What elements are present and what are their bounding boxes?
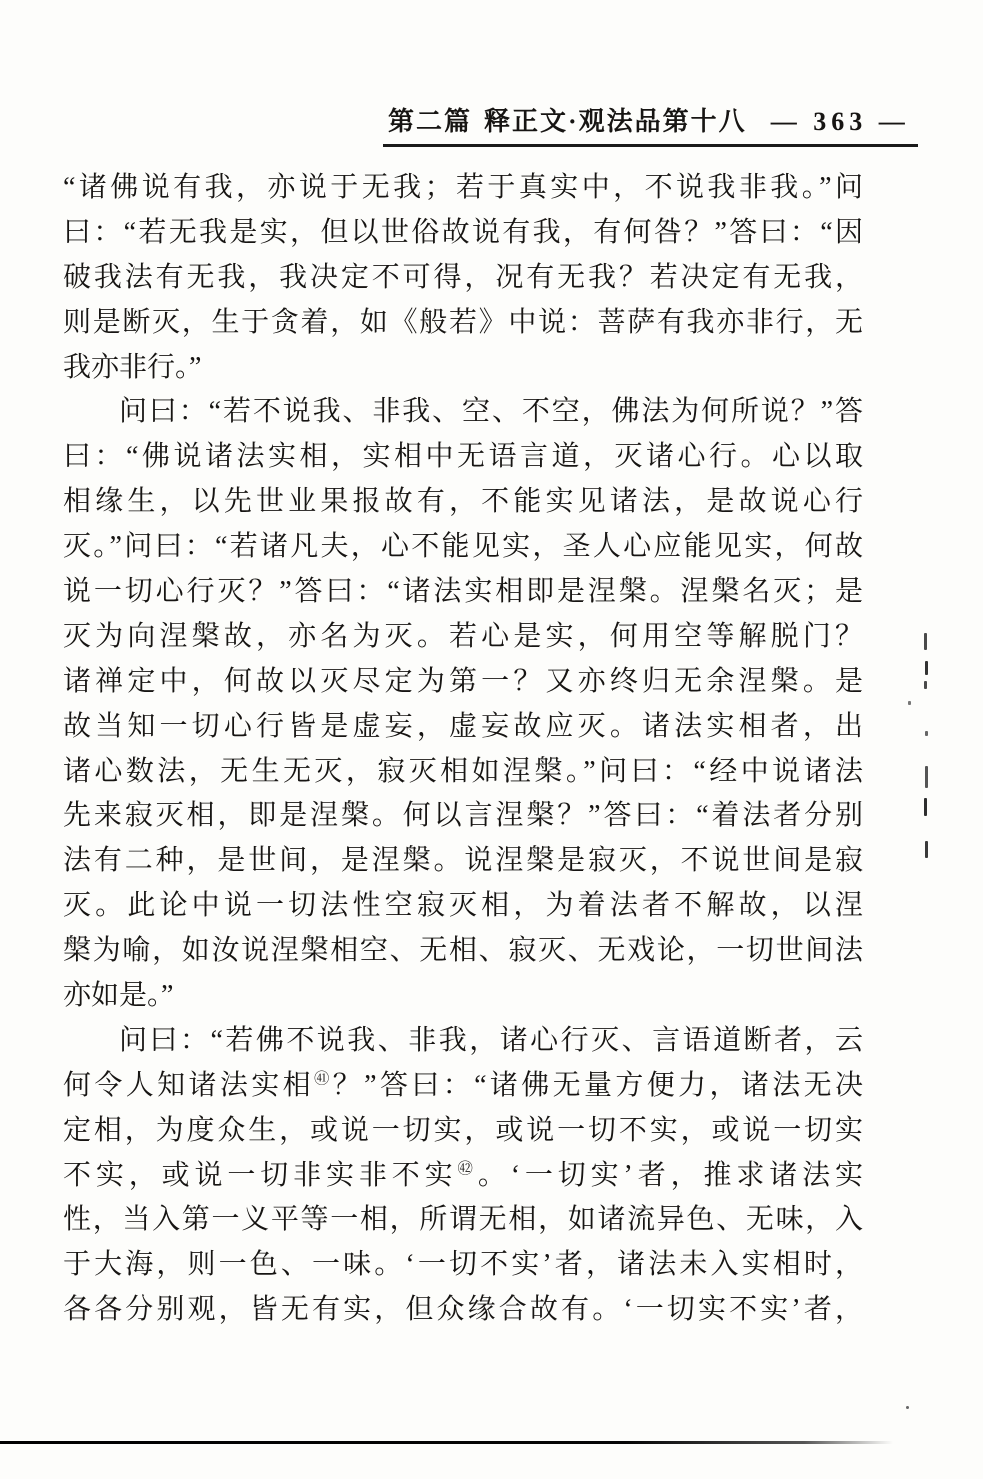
text-line: 不实，或说一切非实非不实$^㊷$。‘一切实’者，推求诸法实 (63, 1159, 863, 1191)
text-line: 先来寂灭相，即是涅槃。何以言涅槃？”答曰：“着法者分别 (63, 800, 863, 832)
page-body (63, 166, 863, 1333)
text-line: 法有二种，是世间，是涅槃。说涅槃是寂灭，不说世间是寂 (63, 845, 863, 877)
text-line: 性，当入第一义平等一相，所谓无相，如诸流异色、无味，入 (63, 1204, 863, 1236)
text-line: 问曰：“若佛不说我、非我，诸心行灭、言语道断者，云 (119, 1024, 863, 1056)
text-line: 曰：“若无我是实，但以世俗故说有我，有何咎？”答曰：“因 (63, 216, 863, 248)
text-line: 于大海，则一色、一味。‘一切不实’者，诸法未入实相时， (63, 1249, 863, 1281)
text-line: 何令人知诸法实相$^㊶$？”答曰：“诸佛无量方便力，诸法无决 (63, 1069, 863, 1101)
text-line: 槃为喻，如汝说涅槃相空、无相、寂灭、无戏论，一切世间法 (63, 935, 863, 967)
text-line: 故当知一切心行皆是虚妄，虚妄故应灭。诸法实相者，出 (63, 710, 863, 742)
section-label: 第二篇 (388, 107, 473, 136)
text-line: 则是断灭，生于贪着，如《般若》中说：菩萨有我亦非行，无 (63, 306, 863, 338)
chapter-title: 释正文·观法品第十八 (484, 107, 747, 136)
text-line: 灭。此论中说一切法性空寂灭相，为着法者不解故，以涅 (63, 890, 863, 922)
text-line: 亦如是。” (63, 980, 174, 1012)
text-line: 诸禅定中，何故以灭尽定为第一？又亦终归无余涅槃。是 (63, 665, 863, 697)
text-line: 定相，为度众生，或说一切实，或说一切不实，或说一切实 (63, 1114, 863, 1146)
text-line: 曰：“佛说诸法实相，实相中无语言道，灭诸心行。心以取 (63, 441, 863, 473)
text-line: 问曰：“若不说我、非我、空、不空，佛法为何所说？”答 (119, 396, 863, 428)
text-line: 灭。”问曰：“若诸凡夫，心不能见实，圣人心应能见实，何故 (63, 531, 863, 563)
text-line: 说一切心行灭？”答曰：“诸法实相即是涅槃。涅槃名灭；是 (63, 576, 863, 608)
page-number: — 363 — (770, 107, 910, 136)
scan-speck (906, 1406, 909, 1409)
text-line: 破我法有无我，我决定不可得，况有无我？若决定有无我， (63, 261, 863, 293)
text-line: 相缘生，以先世业果报故有，不能实见诸法，是故说心行 (63, 486, 863, 518)
text-line: 诸心数法，无生无灭，寂灭相如涅槃。”问曰：“经中说诸法 (63, 755, 863, 787)
scan-edge-line (0, 1441, 893, 1444)
text-line: “诸佛说有我，亦说于无我；若于真实中，不说我非我。”问 (63, 172, 863, 203)
text-line: 各各分别观，皆无有实，但众缘合故有。‘一切实不实’者， (63, 1294, 863, 1326)
text-line: 我亦非行。” (63, 351, 202, 383)
text-line: 灭为向涅槃故，亦名为灭。若心是实，何用空等解脱门？ (63, 620, 863, 652)
page-header (383, 101, 918, 147)
